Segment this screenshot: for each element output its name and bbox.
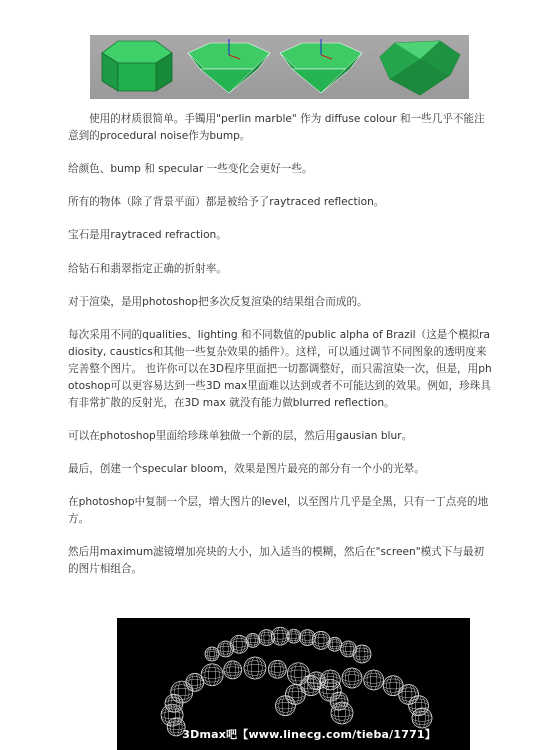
paragraph-maximum-filter: 然后用maximum滤镜增加亮块的大小，加入适当的模糊，然后在"screen"模式下与最初的图片相组合。 [68,546,485,575]
paragraph-levels: 在photoshop中复制一个层，增大图片的level，以至图片几乎是全黑，只有一丁点亮的地方。 [68,496,489,525]
wireframe-pearl [230,635,248,653]
wireframe-pearl [224,661,242,679]
wireframe-pearl [244,657,266,679]
gem-faceted-shape-a [188,39,270,93]
wireframe-pearl [364,670,384,690]
paragraph-reflection: 所有的物体（除了背景平面）都是被给予了raytraced reflection。 [68,196,385,208]
wireframe-pearl [353,645,371,663]
wireframe-pearl [328,637,342,651]
paragraph-materials: 使用的材质很简单。手镯用"perlin marble" 作为 diffuse colour 和一些几乎不能注意到的procedural noise作为bump。 [68,113,485,142]
wireframe-pearl [320,670,340,690]
gem-prism-shape [102,41,172,91]
paragraph-rendering: 对于渲染，是用photoshop把多次反复渲染的结果组合而成的。 [68,296,368,308]
wireframe-pearl [201,664,223,686]
paragraph-brazil: 每次采用不同的qualities、lighting 和不同数值的public alpha of Brazil（这是个模拟radiosity, caustics和其他一些复杂效果的插件）。这样，可以通过调节不同图象的透明度来完善整个图片。 也许你可以在3D程序里面把一切都调整好，而只需渲染一次，但是，用photoshop可以更容易达到一些3D max里面难以达到或者不可能达到的效果。例如，珍珠具有非常扩散的反射光，在3D max 就没有能力做blurred reflection。 [68,329,492,409]
wireframe-pearl [412,708,432,728]
gem-faceted-shape-c [380,41,460,95]
paragraph-refraction: 宝石是用raytraced refraction。 [68,229,227,241]
wireframe-pearl [161,704,183,726]
paragraph-variation: 给颜色、bump 和 specular 一些变化会更好一些。 [68,163,313,175]
paragraph-gausian-blur: 可以在photoshop里面给珍珠单独做一个新的层，然后用gausian blur。 [68,430,413,442]
paragraph-specular-bloom: 最后，创建一个specular bloom，效果是图片最亮的部分有一个小的光晕。 [68,463,425,475]
gem-faceted-shape-b [280,39,362,93]
wireframe-pearl [342,668,362,688]
watermark-text: 3Dmax吧【www.linecg.com/tieba/1771】 [182,728,436,741]
wireframe-pearl [409,696,429,716]
paragraph-refractive-index: 给钻石和翡翠指定正确的折射率。 [68,263,227,275]
wireframe-pearl [268,660,286,678]
wireframe-pearl [205,647,219,661]
gem-render-sequence-image [90,35,469,99]
wireframe-pearl [287,663,309,685]
wireframe-pearl-necklace-image [117,618,470,750]
wireframe-pearl [246,633,260,647]
wireframe-pearl [171,681,193,703]
wireframe-pearl [307,672,325,690]
wireframe-pearl [287,629,301,643]
wireframe-pearl [340,641,356,657]
